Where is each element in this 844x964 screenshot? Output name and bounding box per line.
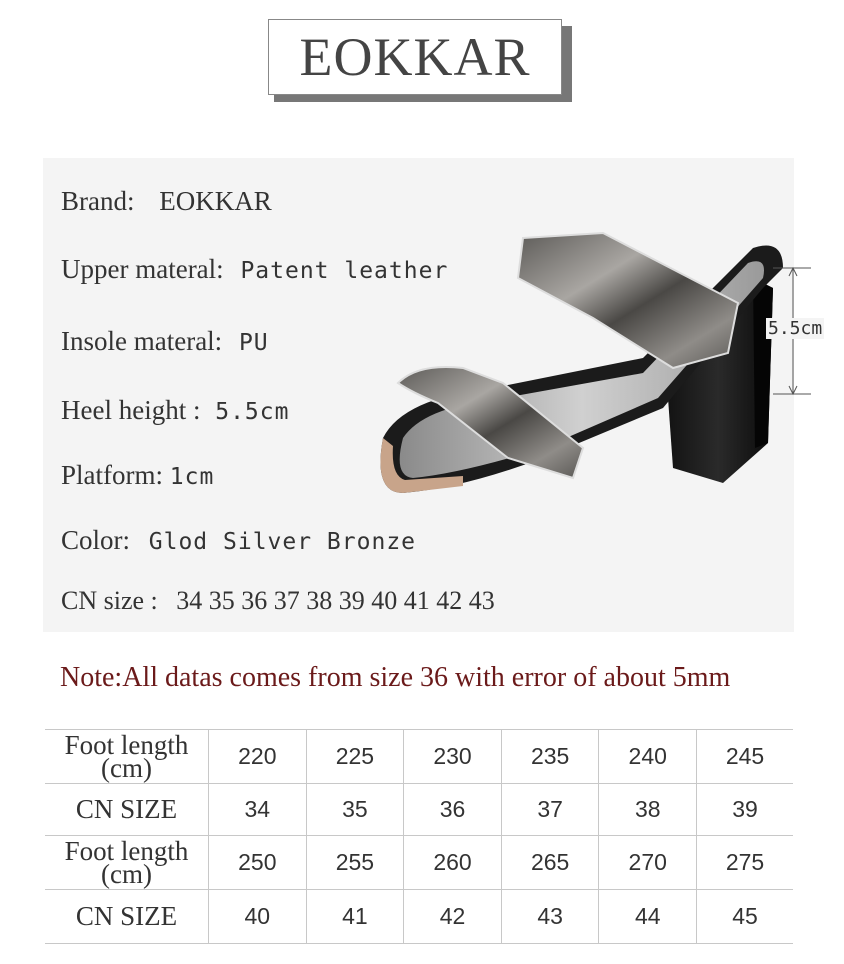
table-cell: 35 [306, 784, 404, 836]
table-cell: 43 [501, 890, 599, 944]
spec-brand [61, 186, 272, 217]
table-cell: 38 [599, 784, 697, 836]
heel-label: Heel height : [61, 395, 201, 425]
brand-value: EOKKAR [159, 186, 272, 216]
logo-text: EOKKAR [268, 19, 562, 95]
spec-cn-size [61, 586, 495, 616]
table-cell: 225 [306, 730, 404, 784]
color-label: Color: [61, 525, 131, 555]
platform-value: 1cm [169, 464, 215, 490]
spec-platform [61, 460, 214, 491]
table-cell: 45 [697, 890, 793, 944]
cn-size-row-label: CN SIZE [45, 890, 209, 944]
table-cell: 245 [697, 730, 793, 784]
table-cell: 44 [599, 890, 697, 944]
table-cell: 41 [306, 890, 404, 944]
table-cell: 235 [501, 730, 599, 784]
heel-dimension-label: 5.5cm [768, 318, 823, 339]
upper-value: Patent leather [240, 258, 449, 284]
size-table [45, 729, 793, 944]
table-cell: 34 [209, 784, 307, 836]
platform-label: Platform: [61, 460, 163, 490]
upper-label: Upper materal: [61, 254, 224, 284]
table-cell: 39 [697, 784, 793, 836]
table-cell: 265 [501, 836, 599, 890]
color-value: Glod Silver Bronze [148, 529, 417, 555]
table-cell: 240 [599, 730, 697, 784]
table-cell: 260 [404, 836, 502, 890]
cn-size-row-label: CN SIZE [45, 784, 209, 836]
table-cell: 230 [404, 730, 502, 784]
table-cell: 40 [209, 890, 307, 944]
table-cell: 255 [306, 836, 404, 890]
table-row [45, 784, 793, 836]
table-row [45, 730, 793, 784]
table-cell: 220 [209, 730, 307, 784]
note-text: Note:All datas comes from size 36 with error of about 5mm [60, 662, 731, 693]
sandal-image [343, 208, 783, 508]
spec-panel [43, 158, 823, 632]
table-row [45, 836, 793, 890]
table-cell: 37 [501, 784, 599, 836]
brand-label: Brand: [61, 186, 135, 216]
foot-length-label: Foot length (cm) [45, 730, 209, 784]
table-cell: 270 [599, 836, 697, 890]
table-row [45, 890, 793, 944]
heel-value: 5.5cm [215, 399, 290, 425]
insole-value: PU [238, 330, 269, 356]
cn-size-value: 34 35 36 37 38 39 40 41 42 43 [176, 586, 495, 615]
spec-heel [61, 395, 289, 426]
table-cell: 42 [404, 890, 502, 944]
insole-label: Insole materal: [61, 326, 223, 356]
table-cell: 275 [697, 836, 793, 890]
table-cell: 36 [404, 784, 502, 836]
brand-logo [268, 19, 574, 105]
cn-size-label: CN size : [61, 586, 158, 615]
spec-color [61, 525, 416, 556]
spec-upper [61, 254, 448, 285]
spec-insole [61, 326, 269, 357]
foot-length-label: Foot length (cm) [45, 836, 209, 890]
table-cell: 250 [209, 836, 307, 890]
